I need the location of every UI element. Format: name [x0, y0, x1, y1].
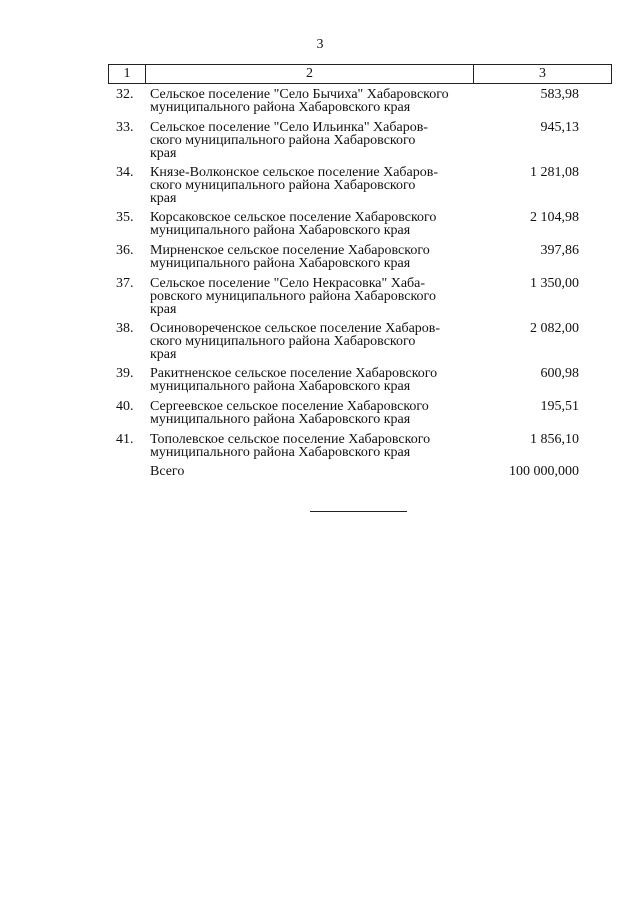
- table-row: [0, 277, 640, 322]
- row-name: Князе-Волконское сельское поселение Хабаров- ского муниципального района Хабаровского края: [150, 165, 439, 206]
- row-name: Сергеевское сельское поселение Хабаровского муниципального района Хабаровского края: [150, 399, 429, 427]
- row-name: Ракитненское сельское поселение Хабаровского муниципального района Хабаровского края: [150, 366, 438, 394]
- table-row: [0, 433, 640, 465]
- table-header: [108, 64, 612, 84]
- row-value: 583,98: [540, 87, 579, 102]
- page-number: 3: [316, 37, 324, 52]
- row-value: 195,51: [540, 399, 579, 414]
- row-value: 1 350,00: [530, 276, 579, 291]
- row-number: 36.: [116, 243, 134, 258]
- total-label: Всего: [150, 464, 185, 479]
- row-value: 945,13: [540, 120, 579, 135]
- header-col-1: 1: [109, 65, 146, 84]
- row-name: Осиновореченское сельское поселение Хабаров- ского муниципального района Хабаровского края: [150, 321, 441, 362]
- table-row: [0, 367, 640, 400]
- row-value: 2 104,98: [530, 210, 579, 225]
- row-name: Сельское поселение "Село Некрасовка" Хаба- ровского муниципального района Хабаровского края: [150, 276, 436, 317]
- row-number: 38.: [116, 321, 134, 336]
- row-value: 600,98: [540, 366, 579, 381]
- header-col-2: 2: [146, 65, 474, 84]
- row-name: Сельское поселение "Село Ильинка" Хабаров- ского муниципального района Хабаровского края: [150, 120, 428, 161]
- row-name: Тополевское сельское поселение Хабаровского муниципального района Хабаровского края: [150, 432, 431, 460]
- total-value: 100 000,000: [509, 464, 579, 479]
- table-row: [0, 322, 640, 367]
- table-row: [0, 88, 640, 121]
- row-name: Корсаковское сельское поселение Хабаровского муниципального района Хабаровского края: [150, 210, 437, 238]
- row-number: 41.: [116, 432, 134, 447]
- row-number: 34.: [116, 165, 134, 180]
- table-row: [0, 244, 640, 277]
- end-divider-line: [310, 511, 407, 512]
- header-col-3: 3: [474, 65, 612, 84]
- row-number: 39.: [116, 366, 134, 381]
- table-row: [0, 211, 640, 244]
- table-row: [0, 121, 640, 166]
- row-value: 397,86: [540, 243, 579, 258]
- row-number: 35.: [116, 210, 134, 225]
- row-name: Мирненское сельское поселение Хабаровского муниципального района Хабаровского края: [150, 243, 430, 271]
- row-value: 1 856,10: [530, 432, 579, 447]
- row-number: 37.: [116, 276, 134, 291]
- table-row: [0, 400, 640, 433]
- row-number: 40.: [116, 399, 134, 414]
- row-value: 1 281,08: [530, 165, 579, 180]
- row-number: 33.: [116, 120, 134, 135]
- total-row: [0, 465, 640, 481]
- row-name: Сельское поселение "Село Бычиха" Хабаровского муниципального района Хабаровского края: [150, 87, 449, 115]
- table-row: [0, 166, 640, 211]
- row-value: 2 082,00: [530, 321, 579, 336]
- table-body: [0, 88, 640, 481]
- row-number: 32.: [116, 87, 134, 102]
